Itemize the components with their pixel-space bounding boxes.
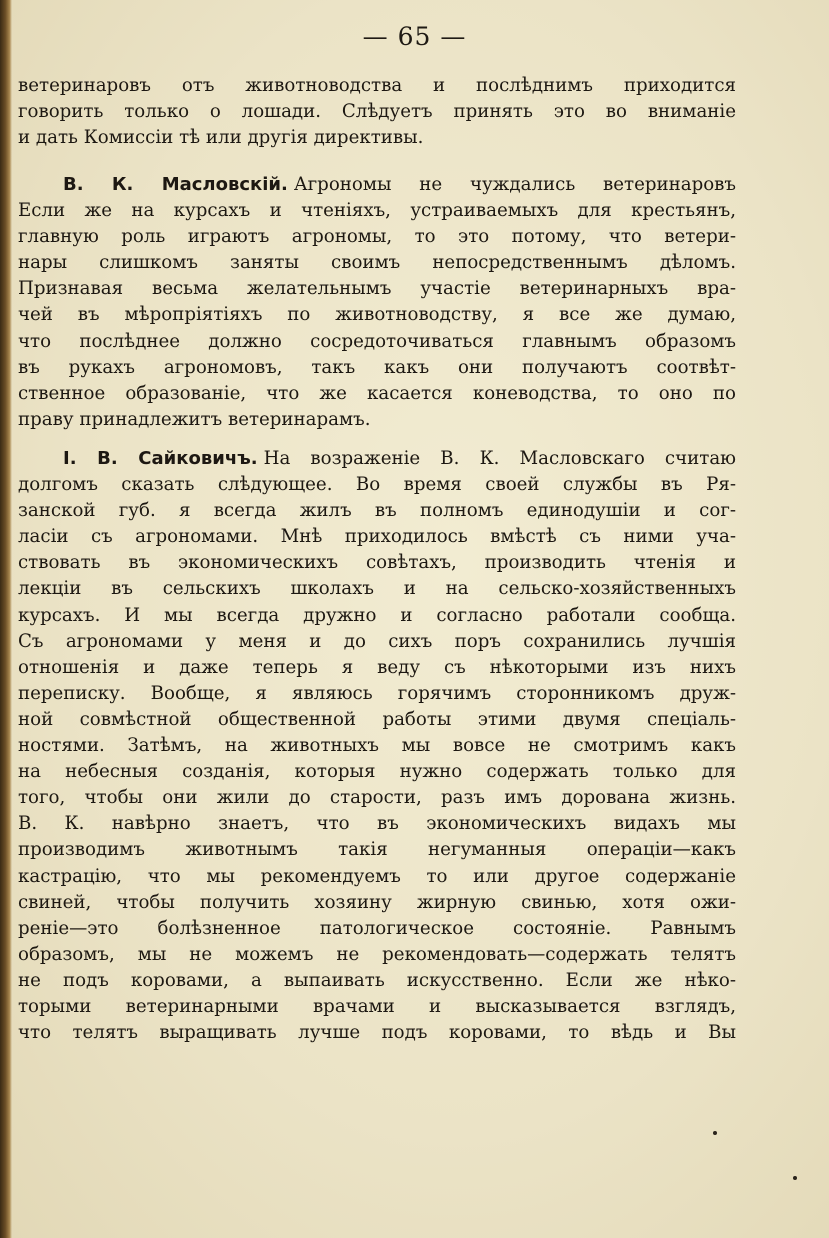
text-line: ной совмѣстной общественной работы этими двумя спеціаль- bbox=[18, 708, 736, 730]
text-line: лекціи въ сельскихъ школахъ и на сельско-хозяйственныхъ bbox=[18, 578, 736, 600]
text-line: въ рукахъ агрономовъ, такъ какъ они получаютъ соотвѣт- bbox=[18, 356, 736, 378]
text-line: кастрацію, что мы рекомендуемъ то или другое содержаніе bbox=[18, 865, 736, 887]
text-line: праву принадлежитъ ветеринарамъ. bbox=[18, 408, 371, 430]
text-line: Признавая весьма желательнымъ участіе ветеринарныхъ вра- bbox=[18, 278, 736, 300]
text-line: переписку. Вообще, я являюсь горячимъ сторонникомъ друж- bbox=[18, 682, 736, 704]
text-line: курсахъ. И мы всегда дружно и согласно работали сообща. bbox=[18, 604, 736, 626]
text-line: образомъ, мы не можемъ не рекомендовать—содержать телятъ bbox=[18, 943, 736, 965]
text-line: и дать Комиссіи тѣ или другія директивы. bbox=[18, 127, 424, 149]
text-line: Если же на курсахъ и чтеніяхъ, устраиваемыхъ для крестьянъ, bbox=[18, 200, 736, 222]
text-line: того, чтобы они жили до старости, разъ имъ дорована жизнь. bbox=[18, 787, 736, 809]
text-line: реніе—это болѣзненное патологическое состояніе. Равнымъ bbox=[18, 917, 736, 939]
text-line: нары слишкомъ заняты своимъ непосредственнымъ дѣломъ. bbox=[18, 252, 736, 274]
text-line: Съ агрономами у меня и до сихъ поръ сохранились лучшія bbox=[18, 630, 736, 652]
scan-speck bbox=[713, 1131, 717, 1135]
text-line bbox=[18, 172, 736, 198]
text-line: производимъ животнымъ такія негуманныя операціи—какъ bbox=[18, 839, 736, 861]
text-line: чей въ мѣропріятіяхъ по животноводству, я все же думаю, bbox=[18, 304, 736, 326]
text-line-rest: Агрономы не чуждались ветеринаровъ bbox=[293, 174, 736, 195]
text-line-rest: На возраженіе В. К. Масловскаго считаю bbox=[263, 448, 736, 469]
text-line: торыми ветеринарными врачами и высказывается взглядъ, bbox=[18, 995, 736, 1017]
scan-speck bbox=[793, 1176, 797, 1180]
text-line: главную роль играютъ агрономы, то это потому, что ветери- bbox=[18, 226, 736, 248]
text-line: ласіи съ агрономами. Мнѣ приходилось вмѣстѣ съ ними уча- bbox=[18, 526, 736, 548]
page-number: — 65 — bbox=[362, 22, 467, 51]
text-line: говорить только о лошади. Слѣдуетъ принять это во вниманіе bbox=[18, 101, 736, 123]
text-line: долгомъ сказать слѣдующее. Во время своей службы въ Ря- bbox=[18, 474, 736, 496]
text-line bbox=[18, 446, 736, 472]
text-line: занской губ. я всегда жилъ въ полномъ единодушіи и сог- bbox=[18, 500, 736, 522]
paragraph-3 bbox=[18, 446, 736, 1046]
paragraph-1 bbox=[18, 73, 736, 151]
speaker-name: І. В. Сайковичъ. bbox=[63, 448, 258, 469]
text-line: ветеринаровъ отъ животноводства и послѣднимъ приходится bbox=[18, 75, 736, 96]
text-line: ственное образованіе, что же касается коневодства, то оно по bbox=[18, 382, 736, 404]
text-line: ностями. Затѣмъ, на животныхъ мы вовсе не смотримъ какъ bbox=[18, 735, 736, 757]
text-line: на небесныя созданія, которыя нужно содержать только для bbox=[18, 761, 736, 783]
text-line: что телятъ выращивать лучше подъ коровами, то вѣдь и Вы bbox=[18, 1022, 736, 1044]
speaker-name: В. К. Масловскій. bbox=[63, 174, 288, 195]
paragraph-2 bbox=[18, 172, 736, 433]
text-line: В. К. навѣрно знаетъ, что въ экономическихъ видахъ мы bbox=[18, 813, 736, 835]
binding-edge bbox=[0, 0, 12, 1238]
text-line: свиней, чтобы получить хозяину жирную свинью, хотя ожи- bbox=[18, 891, 736, 913]
text-line: ствовать въ экономическихъ совѣтахъ, производить чтенія и bbox=[18, 552, 736, 574]
text-line: отношенія и даже теперь я веду съ нѣкоторыми изъ нихъ bbox=[18, 656, 736, 678]
text-line: что послѣднее должно сосредоточиваться главнымъ образомъ bbox=[18, 330, 736, 352]
text-line: не подъ коровами, а выпаивать искусственно. Если же нѣко- bbox=[18, 969, 736, 991]
